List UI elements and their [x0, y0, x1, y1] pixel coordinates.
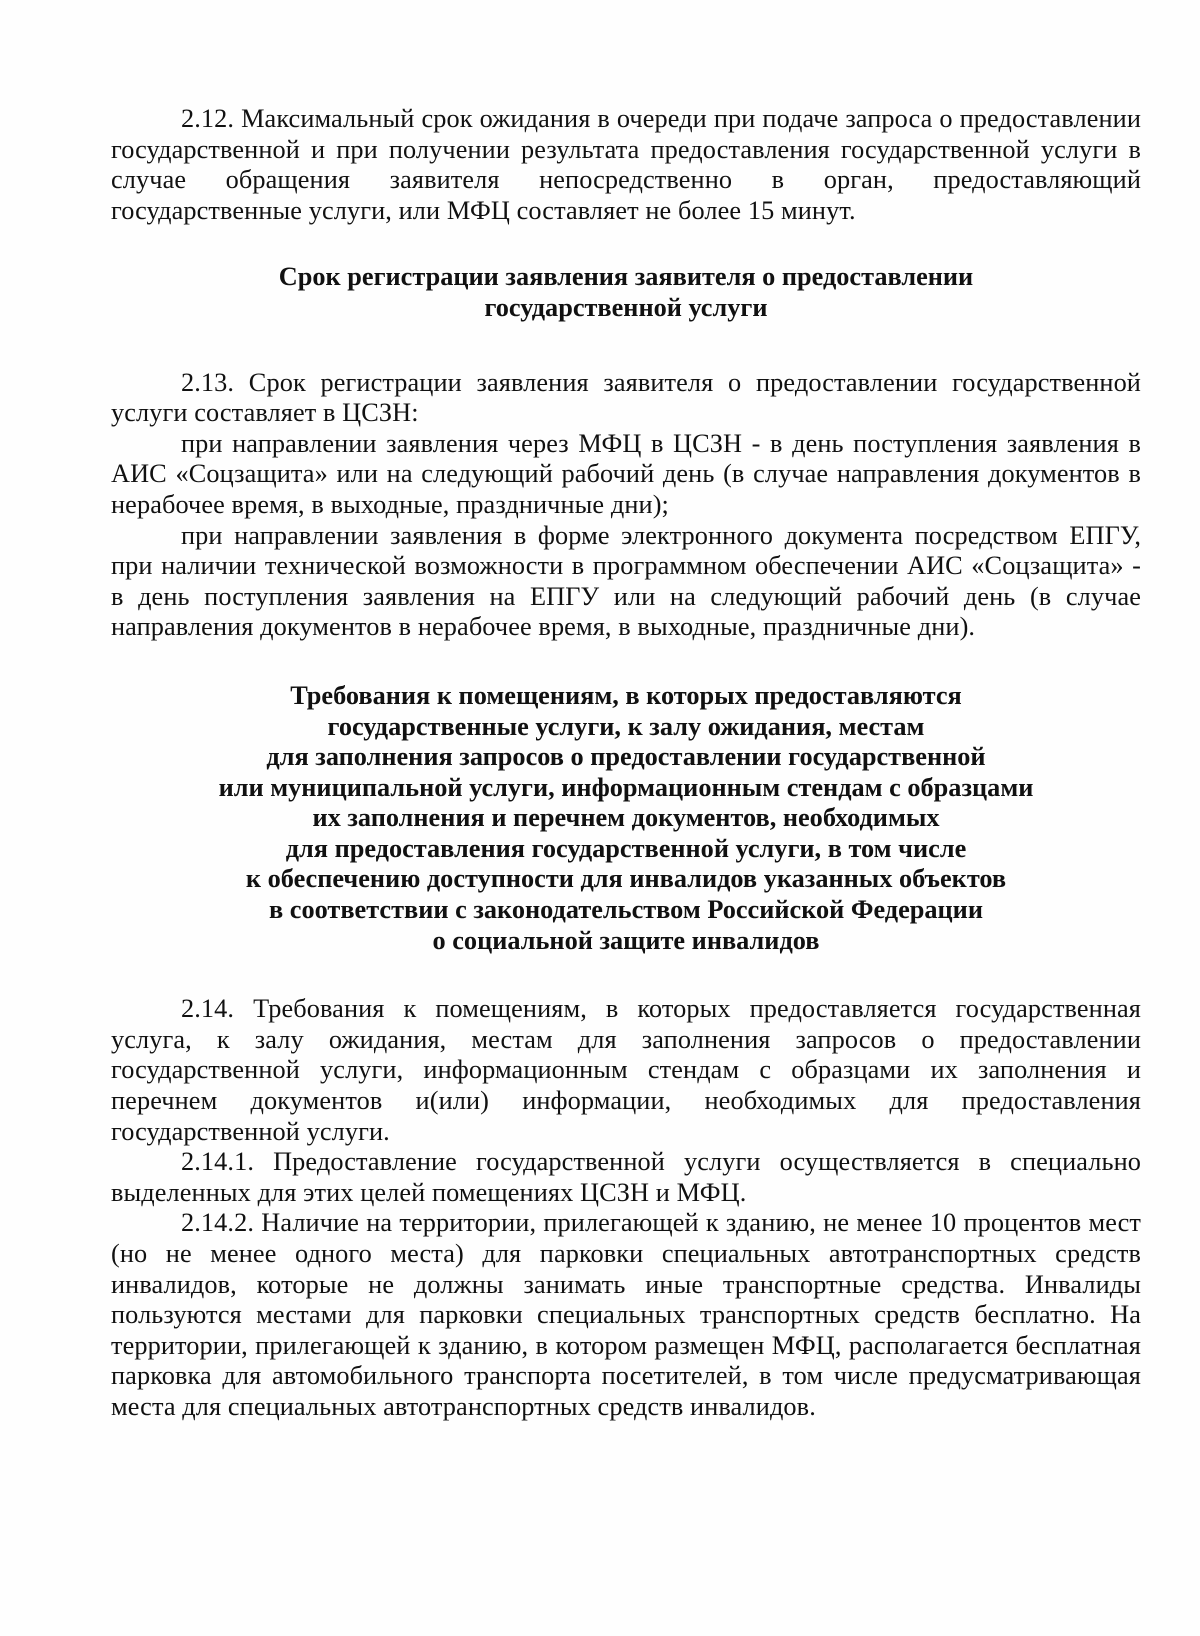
- heading-line: или муниципальной услуги, информационным стендам с образцами: [218, 772, 1034, 802]
- spacer: [111, 956, 1141, 994]
- heading-line: Требования к помещениям, в которых предоставляются: [290, 680, 962, 710]
- heading-line: Срок регистрации заявления заявителя о предоставлении: [278, 262, 974, 292]
- heading-line: о социальной защите инвалидов: [432, 925, 820, 955]
- heading-line: государственной услуги: [484, 292, 768, 322]
- paragraph-2-13: 2.13. Срок регистрации заявления заявителя о предоставлении государственной услуги составляет в ЦСЗН:: [111, 367, 1141, 428]
- heading-registration-term: [111, 262, 1141, 323]
- paragraph-2-12: 2.12. Максимальный срок ожидания в очереди при подаче запроса о предоставлении государственной и при получении результата предоставления государственной услуги в случае обращения заявителя непосредственно в орган, предоставляющий государственные услуги, или МФЦ составляет не более 15 минут.: [111, 104, 1141, 225]
- heading-line: в соответствии с законодательством Российской Федерации: [269, 895, 983, 925]
- paragraph-2-14: 2.14. Требования к помещениям, в которых предоставляется государственная услуга, к залу ожидания, местам для заполнения запросов о предоставлении государственной услуги, информационным стендам с образцами их заполнения и перечнем документов и(или) информации, необходимых для предоставления государственной услуги.: [111, 994, 1141, 1146]
- document-body: [111, 104, 1141, 1423]
- paragraph-2-13-mfc: при направлении заявления через МФЦ в ЦСЗН - в день поступления заявления в АИС «Соцзащита» или на следующий рабочий день (в случае направления документов в нерабочее время, в выходные, праздничные дни);: [111, 428, 1141, 519]
- heading-line: к обеспечению доступности для инвалидов указанных объектов: [245, 864, 1007, 894]
- paragraph-2-14-1: 2.14.1. Предоставление государственной услуги осуществляется в специально выделенных для этих целей помещениях ЦСЗН и МФЦ.: [111, 1147, 1141, 1207]
- paragraph-2-14-2: 2.14.2. Наличие на территории, прилегающей к зданию, не менее 10 процентов мест (но не менее одного места) для парковки специальных автотранспортных средств инвалидов, которые не должны занимать иные транспортные средства. Инвалиды пользуются местами для парковки специальных транспортных средств бесплатно. На территории, прилегающей к зданию, в котором размещен МФЦ, располагается бесплатная парковка для автомобильного транспорта посетителей, в том числе предусматривающая места для специальных автотранспортных средств инвалидов.: [111, 1208, 1141, 1421]
- spacer: [111, 226, 1141, 262]
- heading-line: для предоставления государственной услуги, в том числе: [285, 833, 967, 863]
- spacer: [111, 643, 1141, 681]
- heading-premises-requirements: [111, 681, 1141, 956]
- spacer: [111, 324, 1141, 368]
- heading-line: их заполнения и перечнем документов, необходимых: [312, 803, 940, 833]
- heading-line: государственные услуги, к залу ожидания, местам: [327, 711, 925, 741]
- paragraph-2-13-epgu: при направлении заявления в форме электронного документа посредством ЕПГУ, при наличии технической возможности в программном обеспечении АИС «Соцзащита» - в день поступления заявления на ЕПГУ или на следующий рабочий день (в случае направления документов в нерабочее время, в выходные, праздничные дни).: [111, 520, 1141, 642]
- heading-line: для заполнения запросов о предоставлении государственной: [266, 742, 986, 772]
